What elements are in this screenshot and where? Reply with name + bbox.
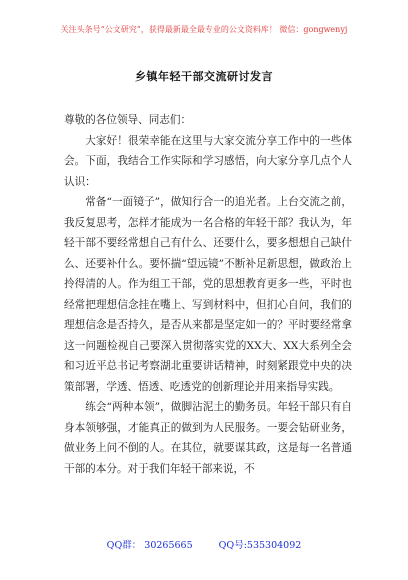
paragraph-3: 练会“两种本领”，做脚沾泥土的勤务员。年轻干部只有自身本领够强，才能真正的做到为人民服务。一要会钻研业务，做业务上问不倒的人。在其位，就要谋其政，这是每一名普通干部的本分。对于我们年轻干部来说，不 [64,401,352,475]
salutation: 尊敬的各位领导、同志们： [64,114,192,126]
paragraph-2: 常备“一面镜子”，做知行合一的追光者。上台交流之前，我反复思考，怎样才能成为一名合格的年轻干部？我认为，年轻干部不要经常想自己有什么、还要什么，要多想想自己缺什么、还要补什么。要怀揣“望远镜”不断补足新思想，做政治上拎得清的人。作为组工干部，党的思想教育更多一些，平时也经常把理想信念挂在嘴上、写到材料中，但扪心自问，我们的理想信念是否持久，是否从来都是坚定如一的？平时要经常拿这一问题检视自己要深入贯彻落实党的XX大、XX大系列全会和习近平总书记考察湖北重要讲话精神，时刻紧跟党中央的决策部署，学透、悟透、吃透党的创新理论并用来指导实践。 [64,196,352,393]
promo-header: 关注头条号“公文研究”，获得最新最全最专业的公文资料库！ 微信：gongwenyj [60,25,348,34]
contact-footer [0,537,408,551]
document-body [64,110,352,479]
paragraph-1: 大家好！很荣幸能在这里与大家交流分享工作中的一些体会。下面，我结合工作实际和学习感悟，向大家分享几点个人认识： [64,134,352,188]
document-title: 乡镇年轻干部交流研讨发言 [135,70,273,83]
qq-number: QQ号:535304092 [218,540,302,551]
qq-group: QQ群： 30265665 [106,540,193,551]
